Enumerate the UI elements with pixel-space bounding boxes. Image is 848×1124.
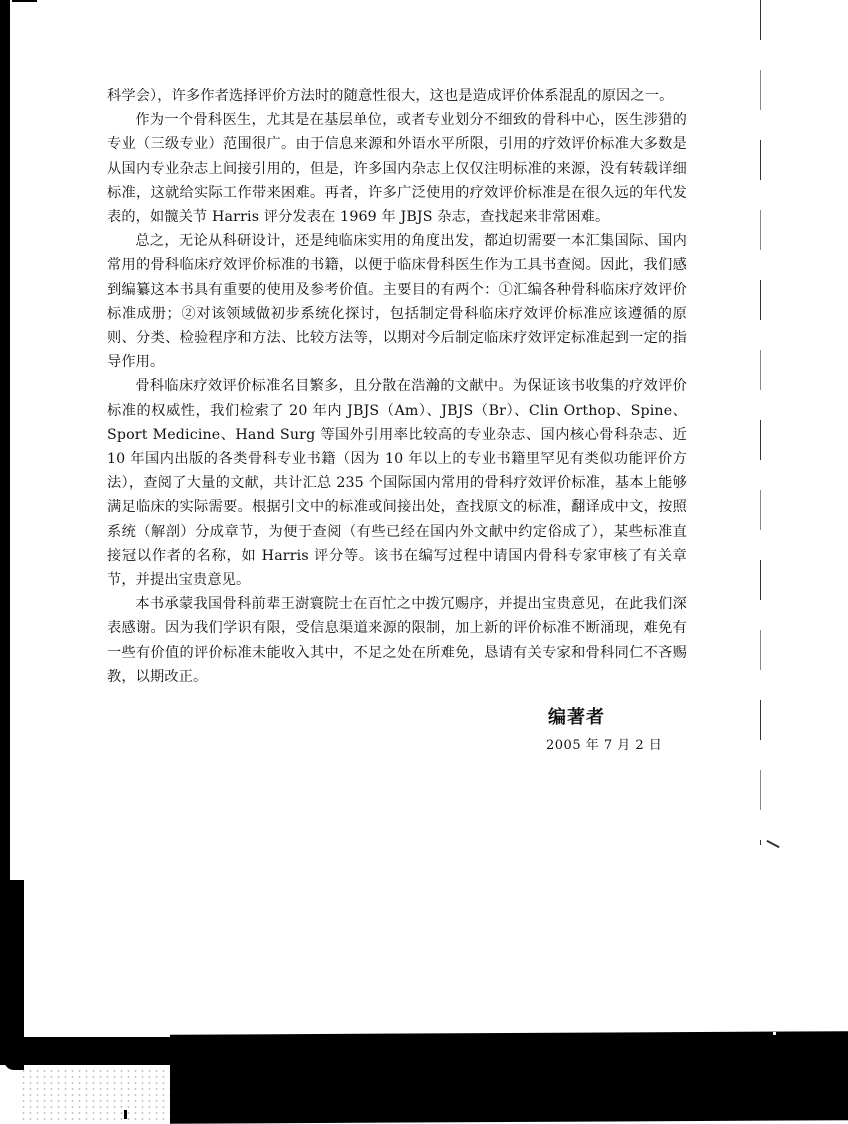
signature-date: 2005 年 7 月 2 日: [546, 738, 663, 753]
paragraph-5: 本书承蒙我国骨科前辈王澍寰院士在百忙之中拨冗赐序，并提出宝贵意见，在此我们深表感谢。因为我们学识有限，受信息渠道来源的限制，加上新的评价标准不断涌现，难免有一些有价值的评价标准未能收入其中，不足之处在所难免，恳请有关专家和骨科同仁不吝赐教，以期改正。: [107, 596, 687, 685]
scan-page-corner-mark: [766, 840, 779, 848]
paragraph-3: 总之，无论从科研设计，还是纯临床实用的角度出发，都迫切需要一本汇集国际、国内常用的骨科临床疗效评价标准的书籍，以便于临床骨科医生作为工具书查阅。因此，我们感到编纂这本书具有重要的使用及参考价值。主要目的有两个：①汇编各种骨科临床疗效评价标准成册；②对该领域做初步系统化探讨，包括制定骨科临床疗效评价标准应该遵循的原则、分类、检验程序和方法、比较方法等，以期对今后制定临床疗效评定标准起到一定的指导作用。: [107, 233, 687, 371]
paragraph-4: 骨科临床疗效评价标准名目繁多，且分散在浩瀚的文献中。为保证该书收集的疗效评价标准的权威性，我们检索了 20 年内 JBJS（Am）、JBJS（Br）、Clin Orthop、Spine、Sport Medicine、Hand Surg 等国外引用率比较高的专业杂志、国内核心骨科杂志、近 10 年国内出版的各类骨科专业书籍（因为 10 年以上的专业书籍里罕见有类似功能评价方法），查阅了大量的文献，共计汇总 235 个国际国内常用的骨科疗效评价标准，基本上能够满足临床的实际需要。根据引文中的标准或间接出处，查找原文的标准，翻译成中文，按照系统（解剖）分成章节，为便于查阅（有些已经在国内外文献中约定俗成了），某些标准直接冠以作者的名称，如 Harris 评分等。该书在编写过程中请国内骨科专家审核了有关章节，并提出宝贵意见。: [107, 378, 687, 589]
author-signature: 编著者: [548, 707, 605, 728]
scan-speck: [124, 1110, 127, 1119]
scan-page-edge-right: [760, 0, 761, 845]
scan-border-bottom-left: [4, 1037, 184, 1065]
scan-speck: [773, 1032, 776, 1035]
paragraph-1: 科学会），许多作者选择评价方法时的随意性很大，这也是造成评价体系混乱的原因之一。: [107, 88, 674, 104]
scan-noise: [20, 1068, 170, 1122]
paragraph-2: 作为一个骨科医生，尤其是在基层单位，或者专业划分不细致的骨科中心，医生涉猎的专业（三级专业）范围很广。由于信息来源和外语水平所限，引用的疗效评价标准大多数是从国内专业杂志上间接引用的，但是，许多国内杂志上仅仅注明标准的来源，没有转载详细标准，这就给实际工作带来困难。再者，许多广泛使用的疗效评价标准是在很久远的年代发表的，如髋关节 Harris 评分发表在 1969 年 JBJS 杂志，查找起来非常困难。: [107, 112, 687, 226]
preface-body: [107, 84, 687, 689]
scan-border-bottom-right: [170, 1031, 848, 1124]
scan-edge-top: [12, 0, 37, 2]
